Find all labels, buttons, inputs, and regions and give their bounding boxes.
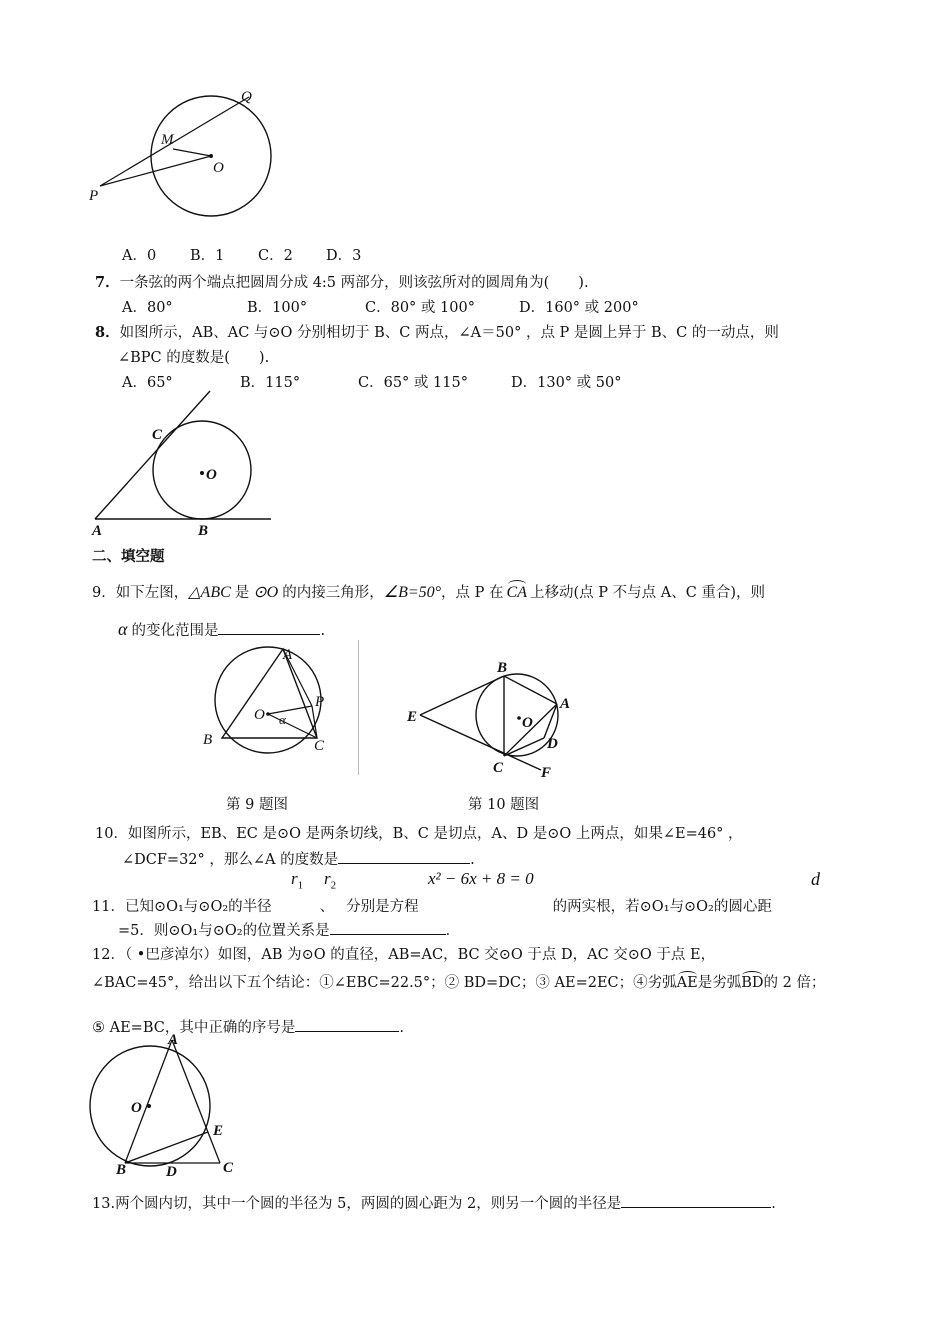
q9-arc-ca: CA [506,584,527,601]
q8-text-line1: 如图所示，AB、AC 与⊙O 分别相切于 B、C 两点，∠A＝50° ，点 P 是圆上异于 B、C 的一动点，则 [119,325,779,341]
q10-answer-blank[interactable] [338,850,470,864]
q9-text-1: 如下左图， [115,585,189,601]
label-E: E [213,1123,224,1139]
q9-end: . [320,623,326,639]
q8-option-c: C．65° 或 115° [358,375,468,391]
q9-alpha: α [118,619,128,639]
label-B: B [198,523,209,539]
figure-q9-inscribed-triangle [198,640,343,758]
q11-question-line2 [118,919,460,940]
figure-q8-tangent [85,385,280,540]
q12-text-line1: （ •巴彦淖尔）如图，AB 为⊙O 的直径，AB=AC，BC 交⊙O 于点 D，AC 交⊙O 于点 E， [124,947,716,963]
label-B: B [497,660,508,676]
label-C: C [314,738,325,754]
q9-question-line2 [118,619,325,640]
q6-option-d: D．3 [326,248,362,264]
q8-text-line2: ∠BPC 的度数是( ). [118,350,270,366]
q7-option-c: C．80° 或 100° [365,300,475,316]
q7-option-d: D．160° 或 200° [519,300,639,316]
q9-text-4: ，点 P 在 [441,585,504,601]
label-O: O [522,715,533,731]
q10-end: . [470,852,475,868]
q12-number: 12． [92,947,125,963]
q6-option-b: B．1 [190,248,225,264]
label-C: C [152,427,163,443]
q11-d: d [811,869,820,889]
q7-number: 7． [95,274,120,291]
q12-arc-bd: BD [741,975,764,991]
q11-question-line1 [92,895,772,916]
q7-options [122,296,639,317]
q9-text-5: 上移动(点 P 不与点 A、C 重合)，则 [529,585,766,601]
q9-number: 9． [92,585,116,601]
label-M: M [161,132,174,148]
q11-r1: $r_1$ [291,869,304,892]
q10-question-line2 [122,848,475,869]
label-O: O [131,1100,142,1116]
figure-secant-diagram [80,82,290,222]
q10-text-line2: ∠DCF=32° ，那么∠A 的度数是 [122,852,339,868]
q9-answer-blank[interactable] [218,621,320,635]
label-F: F [541,765,552,780]
q12-end: . [399,1020,404,1036]
q12-text-2c: 的 2 倍； [763,975,826,991]
q12-text-line3: ⑤ AE=BC，其中正确的序号是 [92,1020,296,1036]
q11-text-1d: 的两实根，若⊙O₁与⊙O₂的圆心距 [552,899,772,915]
q13-text: 两个圆内切，其中一个圆的半径为 5，两圆的圆心距为 2，则另一个圆的半径是 [115,1196,622,1212]
q6-options [122,244,361,265]
label-O: O [213,160,224,176]
q12-text-2b: 是劣弧 [697,975,742,991]
q8-option-d: D．130° 或 50° [511,375,622,391]
q10-text-line1: 如图所示，EB、EC 是⊙O 是两条切线，B、C 是切点，A、D 是⊙O 上两点，如果∠E=46° ， [127,826,743,842]
label-alpha: α [279,712,286,727]
q13-question [92,1192,776,1213]
q7-text: 一条弦的两个端点把圆周分成 4:5 两部分，则该弦所对的圆周角为( ). [119,275,589,291]
q11-equation: x² − 6x + 8 = 0 [428,869,534,888]
q9-figure-caption: 第 9 题图 [226,797,288,813]
label-A: A [168,1032,179,1048]
q9-text-6: 的变化范围是 [131,623,219,639]
q6-option-c: C．2 [258,248,293,264]
figure-q12-diameter-triangle [80,1032,245,1177]
q10-figure-caption: 第 10 题图 [468,797,540,813]
label-B: B [203,732,213,748]
q11-text-1c: 分别是方程 [346,899,419,915]
label-D: D [547,736,558,752]
q8-option-a: A．65° [122,375,173,391]
label-C: C [223,1160,234,1176]
q12-text-2a: ∠BAC=45°，给出以下五个结论：①∠EBC=22.5°；② BD=DC；③ AE=2EC；④劣弧 [92,975,677,991]
label-B: B [116,1162,127,1177]
q11-number: 11． [92,899,125,915]
q12-question-line2 [92,971,825,992]
q9-circle: ⊙O [253,584,279,601]
label-Q: Q [241,89,252,105]
q8-number: 8． [95,324,120,341]
section-heading-fill-in: 二、填空题 [92,548,165,565]
q9-text-2: 是 [234,585,250,601]
q12-answer-blank[interactable] [295,1018,399,1032]
q7-option-a: A．80° [122,300,173,316]
q9-text-3: 的内接三角形， [282,585,384,601]
q13-end: . [771,1196,776,1212]
label-C: C [493,760,504,776]
q7-question [95,271,589,292]
label-D: D [166,1164,177,1177]
q11-text-2a: =5．则⊙O₁与⊙O₂的位置关系是 [118,923,330,939]
q10-question-line1 [95,822,743,843]
figure-divider [358,640,359,775]
label-P: P [89,188,99,204]
label-O: O [254,707,265,723]
q11-text-1b: 、 [319,899,335,915]
q9-triangle: △ABC [188,584,231,601]
q7-option-b: B．100° [247,300,308,316]
label-E: E [407,709,418,725]
q12-question-line1 [92,943,715,964]
q8-question-line1 [95,321,779,342]
q10-number: 10． [95,826,128,842]
q8-question-line2 [118,346,269,367]
q11-r2: $r_2$ [324,869,337,892]
label-P: P [315,694,325,710]
q9-question-line1 [92,581,765,602]
q11-end: ． [445,923,461,939]
label-A: A [92,523,103,539]
q9-angle: ∠B=50° [383,584,442,601]
q6-option-a: A．0 [122,248,157,264]
label-A: A [283,647,293,663]
q13-answer-blank[interactable] [621,1194,771,1208]
q12-arc-ae: AE [676,975,698,991]
label-A: A [560,696,571,712]
q8-option-b: B．115° [240,375,301,391]
q13-number: 13. [92,1196,116,1212]
figure-q10-tangents [400,660,585,780]
label-O: O [206,467,217,483]
q11-answer-blank[interactable] [330,921,446,935]
q11-text-1a: 已知⊙O₁与⊙O₂的半径 [124,899,272,915]
